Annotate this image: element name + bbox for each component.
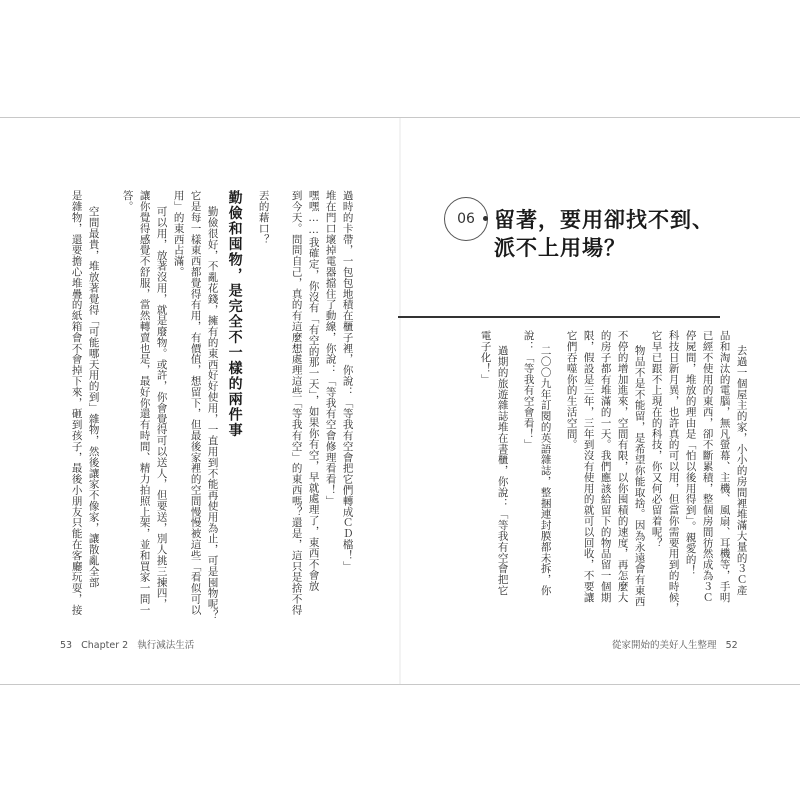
right-text-column: 已經不使用的東西，卻不斷累積，整個房間彷然成為３Ｃ [701,330,714,603]
right-text-column: 它早已跟不上現在的科技，你又何必留着呢？ [650,330,663,548]
section-heading: 勤儉和囤物，是完全不一樣的兩件事 [226,190,243,438]
right-text-column: 限，假設是三年，三年到沒有使用的就可以回收，不要讓 [582,330,595,603]
left-page-number: 53 [60,640,73,651]
chapter-number: 06 [457,211,475,227]
right-text-column: 物品不是不能留，是希望你能取捨。因為永遠會有東西 [633,345,646,607]
right-text-column: 品和淘汰的電腦，無凡螢幕、主機、風扇、耳機等，手明 [718,330,731,603]
right-text-column: 它們吞噬你的生活空間。 [565,330,578,450]
left-text-column: 丟的藉口？ [257,190,270,245]
left-folio [60,637,194,651]
left-text-column: 到今天。問問自己，真的有這麼想處理這些「等我有空」的東西嗎？還是，這只是捨不得 [290,190,303,616]
left-text-column: 空間最貴，堆放著覺得「可能哪天用的到」雜物，然後讓家不像家，讓散亂全部 [87,206,100,588]
right-page-number: 52 [725,640,738,651]
right-text-column: 停屍間，堆放的理由是「怕以後用得到」。親愛的！ [684,330,697,576]
left-section-label: 執行減法生活 [137,640,195,651]
chapter-title-line-1: 留著，要用卻找不到、 [494,208,714,232]
chapter-number-badge [444,197,488,241]
left-text-column: 勤儉很好，不亂花錢，擁有的東西好好使用，一直用到不能再使用為止，可是囤物呢？ [206,206,219,621]
left-text-column: 答。 [121,190,134,212]
left-text-column: 可以用，放著沒用，就是廢物。或許，你會覺得可以送人，但要送，別人挑三揀四， [155,206,168,610]
title-rule [398,316,720,318]
right-section-label: 從家開始的美好人生整理 [612,640,717,651]
book-spine [399,118,401,684]
right-folio [612,637,738,651]
right-text-column: 去過一個屋主的家，小小的房間裡堆滿大量的３Ｃ產 [735,345,748,596]
right-text-column: 說：「等我有空會看！」 [522,330,535,450]
right-text-column: 二〇〇九年訂閱的英語雜誌，整捆連封膜都未拆，你 [539,345,552,596]
left-text-column: 過時的卡帶，一包包地積在櫃子裡，你說：「等我有空會把它們轉成ＣＤ檔！」 [341,190,354,572]
left-text-column: 用」的東西占滿。 [172,190,185,278]
left-text-column: 嘿嘿……我確定，你沒有「有空的那一天」，如果你有空，早就處理了，東西不會放 [307,190,320,592]
left-text-column: 它是每一樣東西都覺得有用，有價值，想留下，但最後家裡的空間慢慢被這些「看似可以 [189,190,202,616]
right-text-column: 過期的旅遊雜誌堆在書櫃，你說：「等我有空會把它 [496,345,509,596]
right-text-column: 不停的增加進來，空間有限，以你囤積的速度，再怎麼大 [616,330,629,603]
left-chapter-label: Chapter 2 [81,640,129,651]
right-text-column: 的房子都有堆滿的一天。我們應該給留下的物品留一個期 [599,330,612,603]
right-text-column: 科技日新月異，也許真的可以用，但當你需要用到的時候， [667,330,680,614]
left-text-column: 讓你覺得感覺不舒服，當然轉賣也是，最好你還有時間、精力拍照上架，並和買家一問一 [138,190,151,616]
right-text-column: 電子化！」 [479,330,492,385]
left-text-column: 是雜物，還要擔心堆疊的紙箱會不會掉下來，砸到孩子，最後小朋友只能在客廳玩耍，接 [70,190,83,616]
chapter-dot [483,216,488,221]
left-text-column: 堆在門口壞掉電器擋住了動線，你說：「等我有空會修理看看！」 [324,190,337,507]
chapter-title-line-2: 派不上用場？ [494,236,626,260]
